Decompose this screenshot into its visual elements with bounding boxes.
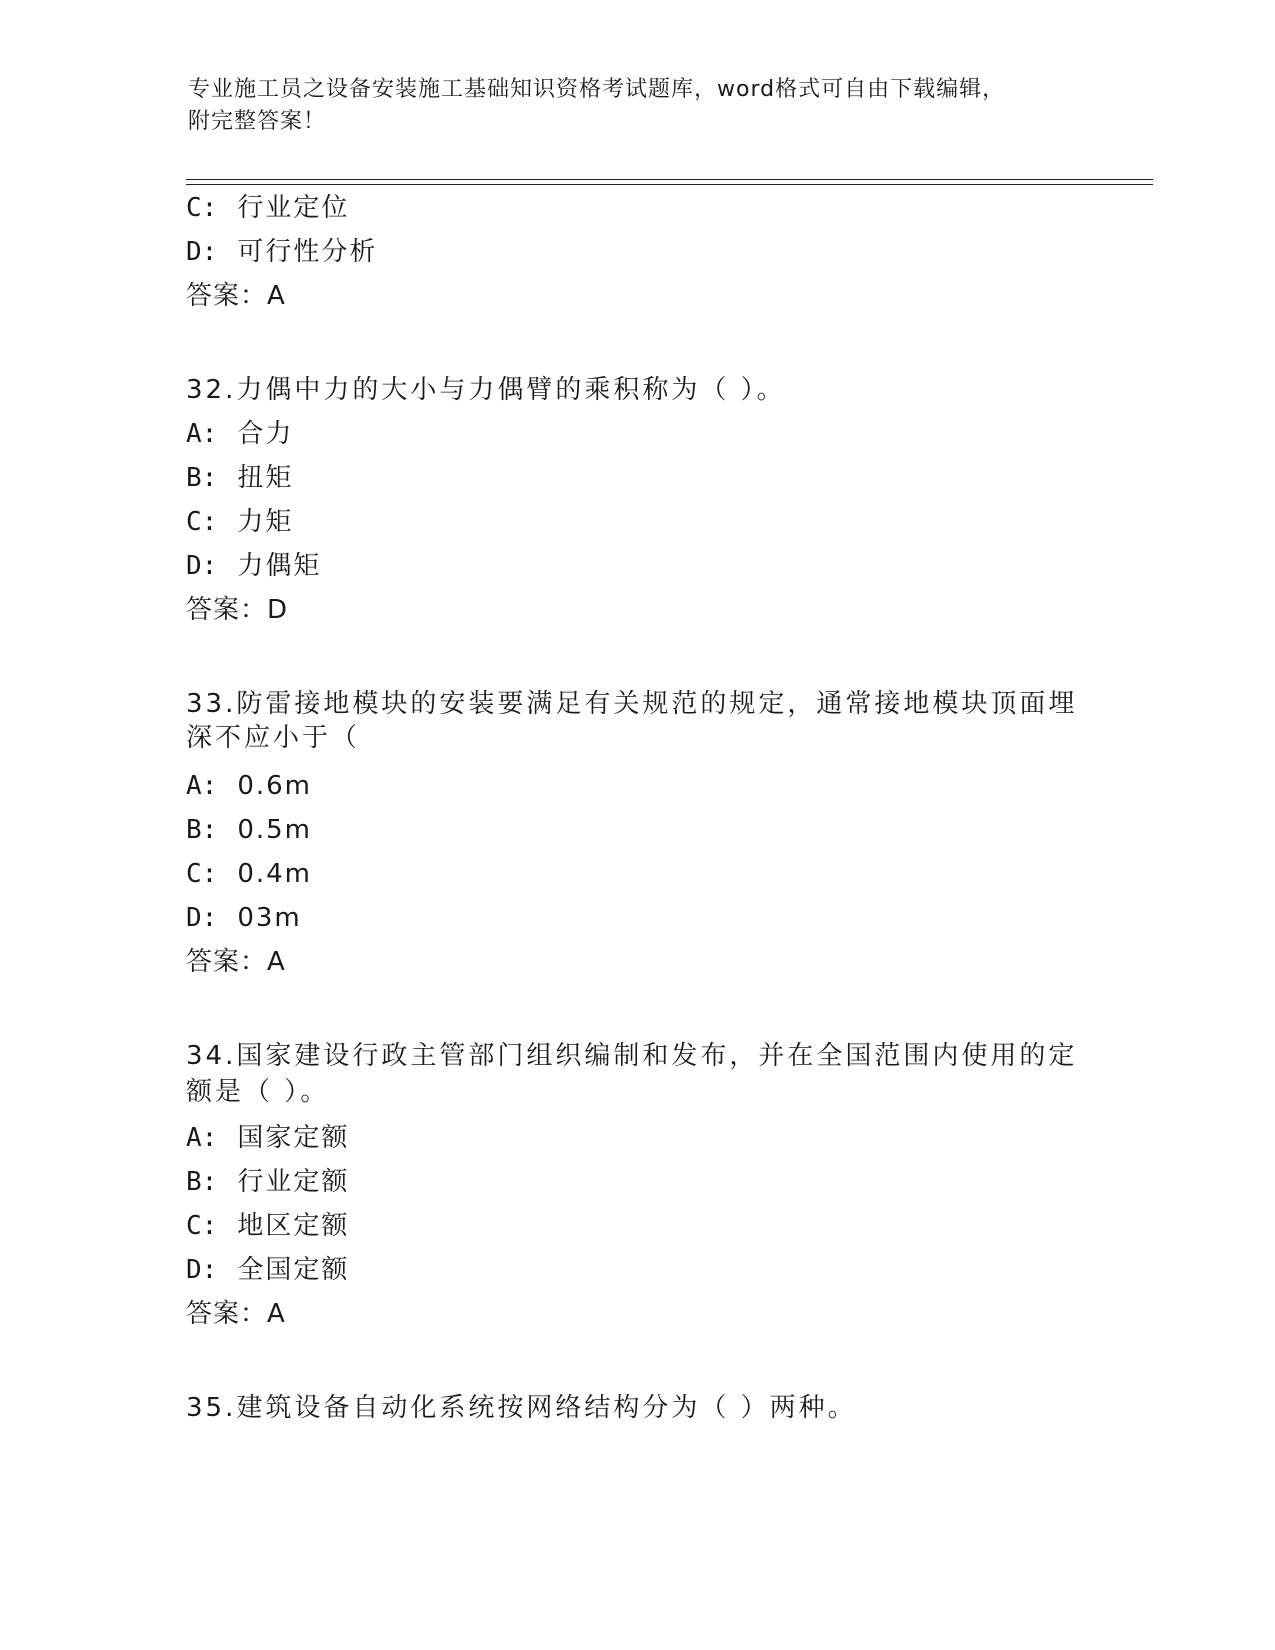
option-text: 0.6m: [237, 771, 312, 801]
answer-line: 答案：A: [186, 281, 286, 311]
option-label: D:: [186, 551, 218, 581]
question-34-line-1: 34.国家建设行政主管部门组织编制和发布，并在全国范围内使用的定: [186, 1041, 1078, 1071]
question-34-line-2: 额是（ ）。: [186, 1077, 330, 1107]
option-c: [186, 192, 349, 224]
option-d: [186, 550, 321, 582]
option-label: D:: [186, 237, 218, 267]
option-b: [186, 1166, 349, 1198]
option-text: 行业定位: [237, 193, 350, 223]
header-line-1: 专业施工员之设备安装施工基础知识资格考试题库，word格式可自由下载编辑，: [188, 77, 1006, 102]
option-label: A:: [186, 419, 218, 449]
option-text: 国家定额: [237, 1123, 350, 1153]
option-text: 0.4m: [237, 859, 312, 889]
header-divider-top: [186, 179, 1153, 180]
option-label: C:: [186, 193, 218, 223]
option-text: 合力: [237, 419, 294, 449]
option-text: 力矩: [237, 507, 294, 537]
option-label: A:: [186, 1123, 218, 1153]
option-a: [186, 1122, 349, 1154]
question-33-line-2: 深不应小于（: [186, 723, 361, 753]
question-32: 32.力偶中力的大小与力偶臂的乘积称为（ ）。: [186, 375, 786, 405]
option-text: 全国定额: [237, 1255, 350, 1285]
option-d: [186, 236, 377, 268]
option-text: 0.5m: [237, 815, 312, 845]
option-text: 03m: [237, 903, 302, 933]
option-label: D:: [186, 1255, 218, 1285]
question-33-line-1: 33.防雷接地模块的安装要满足有关规范的规定，通常接地模块顶面埋: [186, 689, 1078, 719]
option-label: C:: [186, 507, 218, 537]
option-c: [186, 1210, 349, 1242]
option-text: 可行性分析: [237, 237, 378, 267]
option-label: A:: [186, 771, 218, 801]
option-d: [186, 1254, 349, 1286]
option-text: 扭矩: [237, 463, 294, 493]
option-text: 地区定额: [237, 1211, 350, 1241]
option-label: C:: [186, 859, 218, 889]
answer-line: 答案：A: [186, 1299, 286, 1329]
option-text: 力偶矩: [237, 551, 322, 581]
option-text: 行业定额: [237, 1167, 350, 1197]
option-label: B:: [186, 815, 218, 845]
option-b: [186, 814, 312, 846]
option-label: C:: [186, 1211, 218, 1241]
option-c: [186, 858, 312, 890]
option-b: [186, 462, 293, 494]
header-divider-bottom: [186, 184, 1153, 185]
option-label: D:: [186, 903, 218, 933]
option-label: B:: [186, 463, 218, 493]
question-35: 35.建筑设备自动化系统按网络结构分为（ ）两种。: [186, 1393, 857, 1423]
option-label: B:: [186, 1167, 218, 1197]
option-a: [186, 770, 312, 802]
option-a: [186, 418, 293, 450]
answer-line: 答案：D: [186, 595, 289, 625]
option-d: [186, 902, 302, 934]
header-line-2: 附完整答案！: [188, 109, 327, 134]
document-header: [188, 74, 1088, 138]
option-c: [186, 506, 293, 538]
answer-line: 答案：A: [186, 947, 286, 977]
